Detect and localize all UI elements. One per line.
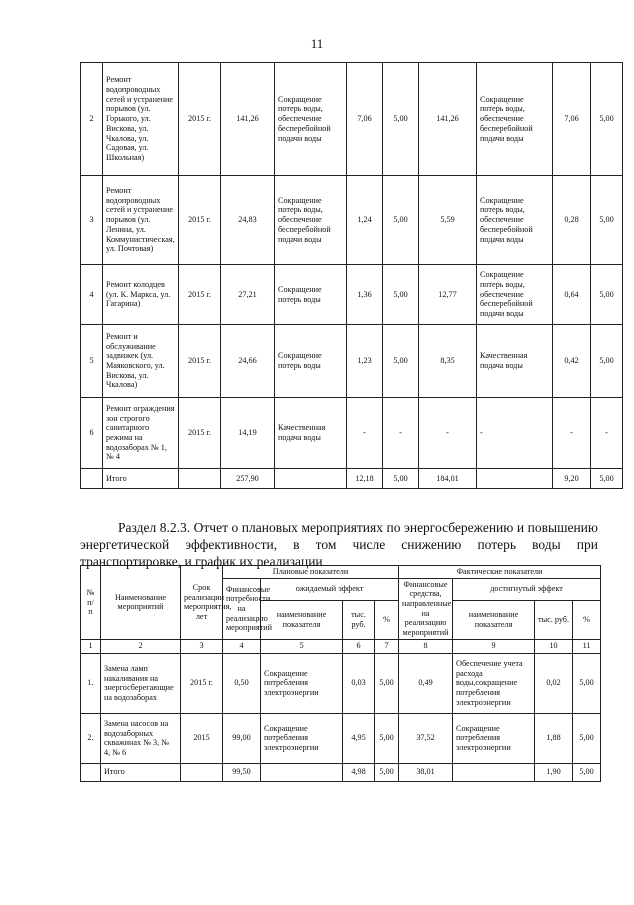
- empty-cell: [275, 469, 347, 489]
- cell-fact-pct: 5,00: [591, 176, 623, 265]
- cell-fact-tr: 0,28: [553, 176, 591, 265]
- cell-tr: 0,03: [343, 653, 375, 713]
- cell-name: Ремонт ограждения зон строгого санитарного режима на водозаборах № 1, № 4: [103, 398, 179, 469]
- cell-fact-fin: 141,26: [419, 63, 477, 176]
- cell-pct: 5,00: [383, 325, 419, 398]
- cell-fin: 0,50: [223, 653, 261, 713]
- cell-effect: Сокращение потерь воды, обеспечение бесперебойной подачи воды: [275, 63, 347, 176]
- total-fact-fin: 38,01: [399, 763, 453, 781]
- cell-name: Ремонт колодцев (ул. К. Маркса, ул. Гагарина): [103, 265, 179, 325]
- empty-cell: [477, 469, 553, 489]
- cell-pct: 5,00: [375, 653, 399, 713]
- cell-fact-tr: 7,06: [553, 63, 591, 176]
- cell-fin: 14,19: [221, 398, 275, 469]
- cell-year: 2015 г.: [179, 265, 221, 325]
- cell-fact-pct: 5,00: [573, 653, 601, 713]
- cell-pct: -: [383, 398, 419, 469]
- cell-year: 2015: [181, 713, 223, 763]
- cell-n: 2.: [81, 713, 101, 763]
- cell-fact-pct: 5,00: [591, 325, 623, 398]
- col-number: 11: [573, 639, 601, 653]
- total-row: [81, 763, 601, 781]
- page-number: 11: [310, 36, 324, 51]
- total-fin: 257,90: [221, 469, 275, 489]
- cell-pct: 5,00: [375, 713, 399, 763]
- cell-n: 1.: [81, 653, 101, 713]
- cell-tr: -: [347, 398, 383, 469]
- empty-cell: [81, 469, 103, 489]
- table-row: [81, 63, 623, 176]
- cell-year: 2015 г.: [179, 398, 221, 469]
- total-pct: 5,00: [375, 763, 399, 781]
- cell-fact-fin: 5,59: [419, 176, 477, 265]
- cell-fin: 24,66: [221, 325, 275, 398]
- continuation-table: [80, 62, 623, 489]
- header-fact: Фактические показатели: [399, 566, 601, 579]
- cell-fact-pct: 5,00: [591, 63, 623, 176]
- cell-tr: 1,36: [347, 265, 383, 325]
- header-expected: ожидаемый эффект: [261, 578, 399, 600]
- cell-tr: 1,24: [347, 176, 383, 265]
- cell-name: Замена ламп накаливания на энергосберегающие на водозаборах: [101, 653, 181, 713]
- total-fact-tr: 9,20: [553, 469, 591, 489]
- main-table: [80, 565, 601, 782]
- col-number: 7: [375, 639, 399, 653]
- cell-effect: Сокращение потерь воды: [275, 325, 347, 398]
- cell-fact-fin: 8,35: [419, 325, 477, 398]
- header-achieved: достигнутый эффект: [453, 578, 601, 600]
- cell-tr: 1,23: [347, 325, 383, 398]
- cell-year: 2015 г.: [179, 63, 221, 176]
- cell-fin: 27,21: [221, 265, 275, 325]
- table-row: [81, 325, 623, 398]
- section-title: Раздел 8.2.3. Отчет о плановых мероприятиях по энергосбережению и повышению энергетической эффективности, в том числе снижению потерь воды при транспортировке, и график их реализации: [80, 520, 598, 569]
- cell-effect: Сокращение потребления электроэнергии: [261, 653, 343, 713]
- cell-n: 4: [81, 265, 103, 325]
- cell-fact-fin: 0,49: [399, 653, 453, 713]
- header-fact-fin: Финансовые средства, направленные на реализацию мероприятий: [399, 578, 453, 639]
- col-number: 3: [181, 639, 223, 653]
- header-ind-name-2: наименование показателя: [453, 600, 535, 639]
- cell-n: 6: [81, 398, 103, 469]
- cell-fact-effect: Сокращение потребления электроэнергии: [453, 713, 535, 763]
- header-term: Срок реализации мероприятия, лет: [181, 566, 223, 640]
- header-ind-name: наименование показателя: [261, 600, 343, 639]
- cell-n: 2: [81, 63, 103, 176]
- table-row: [81, 398, 623, 469]
- table-row: [81, 265, 623, 325]
- cell-year: 2015 г.: [179, 325, 221, 398]
- empty-cell: [81, 763, 101, 781]
- cell-fact-tr: 0,02: [535, 653, 573, 713]
- total-fin: 99,50: [223, 763, 261, 781]
- col-number: 2: [101, 639, 181, 653]
- table-row: [81, 653, 601, 713]
- cell-n: 3: [81, 176, 103, 265]
- cell-fact-fin: -: [419, 398, 477, 469]
- cell-n: 5: [81, 325, 103, 398]
- cell-fact-effect: Сокращение потерь воды, обеспечение бесперебойной подачи воды: [477, 265, 553, 325]
- header-num: № п/ п: [81, 566, 101, 640]
- col-number: 10: [535, 639, 573, 653]
- col-number: 1: [81, 639, 101, 653]
- cell-year: 2015 г.: [179, 176, 221, 265]
- total-label: Итого: [101, 763, 181, 781]
- header-name: Наименование мероприятий: [101, 566, 181, 640]
- cell-effect: Сокращение потерь воды: [275, 265, 347, 325]
- cell-pct: 5,00: [383, 63, 419, 176]
- cell-fact-pct: 5,00: [573, 713, 601, 763]
- total-fact-tr: 1,90: [535, 763, 573, 781]
- cell-name: Ремонт водопроводных сетей и устранение порывов (ул. Горького, ул. Вискова, ул. Чкалова, ул. Садовая, ул. Школьная): [103, 63, 179, 176]
- cell-fact-effect: Качественная подача воды: [477, 325, 553, 398]
- cell-fact-effect: Сокращение потерь воды, обеспечение бесперебойной подачи воды: [477, 176, 553, 265]
- cell-effect: Сокращение потребления электроэнергии: [261, 713, 343, 763]
- header-pct-2: %: [573, 600, 601, 639]
- cell-fact-tr: -: [553, 398, 591, 469]
- cell-effect: Сокращение потерь воды, обеспечение бесперебойной подачи воды: [275, 176, 347, 265]
- cell-fact-pct: -: [591, 398, 623, 469]
- col-number: 5: [261, 639, 343, 653]
- cell-fact-pct: 5,00: [591, 265, 623, 325]
- cell-fact-effect: Сокращение потерь воды, обеспечение бесперебойной подачи воды: [477, 63, 553, 176]
- cell-year: 2015 г.: [181, 653, 223, 713]
- column-numbers-row: [81, 639, 601, 653]
- header-plan-fin: Финансовые потребности на реализацию мероприятий: [223, 578, 261, 639]
- header-thr-2: тыс. руб.: [535, 600, 573, 639]
- empty-cell: [261, 763, 343, 781]
- empty-cell: [181, 763, 223, 781]
- empty-cell: [453, 763, 535, 781]
- header-plan: Плановые показатели: [223, 566, 399, 579]
- cell-fact-effect: Обеспечение учета расхода воды,сокращение потребления электроэнергии: [453, 653, 535, 713]
- cell-tr: 7,06: [347, 63, 383, 176]
- table-row: [81, 176, 623, 265]
- empty-cell: [179, 469, 221, 489]
- cell-tr: 4,95: [343, 713, 375, 763]
- total-fact-pct: 5,00: [573, 763, 601, 781]
- cell-fact-tr: 1,88: [535, 713, 573, 763]
- col-number: 8: [399, 639, 453, 653]
- cell-fact-tr: 0,64: [553, 265, 591, 325]
- cell-name: Ремонт водопроводных сетей и устранение порывов (ул. Ленина, ул. Коммунистическая, ул. Почтовая): [103, 176, 179, 265]
- cell-fact-fin: 12,77: [419, 265, 477, 325]
- col-number: 9: [453, 639, 535, 653]
- col-number: 6: [343, 639, 375, 653]
- cell-fin: 141,26: [221, 63, 275, 176]
- cell-fin: 24,83: [221, 176, 275, 265]
- cell-name: Ремонт и обслуживание задвижек (ул. Маяковского, ул. Вискова, ул. Чкалова): [103, 325, 179, 398]
- col-number: 4: [223, 639, 261, 653]
- total-pct: 5,00: [383, 469, 419, 489]
- cell-pct: 5,00: [383, 265, 419, 325]
- table-row: [81, 713, 601, 763]
- cell-pct: 5,00: [383, 176, 419, 265]
- cell-fin: 99,00: [223, 713, 261, 763]
- cell-effect: Качественная подача воды: [275, 398, 347, 469]
- total-fact-fin: 184,01: [419, 469, 477, 489]
- cell-name: Замена насосов на водозаборных скважинах № 3, № 4, № 6: [101, 713, 181, 763]
- total-row: [81, 469, 623, 489]
- cell-fact-effect: -: [477, 398, 553, 469]
- cell-fact-fin: 37,52: [399, 713, 453, 763]
- total-fact-pct: 5,00: [591, 469, 623, 489]
- total-tr: 12,18: [347, 469, 383, 489]
- cell-fact-tr: 0,42: [553, 325, 591, 398]
- total-tr: 4,98: [343, 763, 375, 781]
- total-label: Итого: [103, 469, 179, 489]
- header-thr: тыс. руб.: [343, 600, 375, 639]
- header-pct: %: [375, 600, 399, 639]
